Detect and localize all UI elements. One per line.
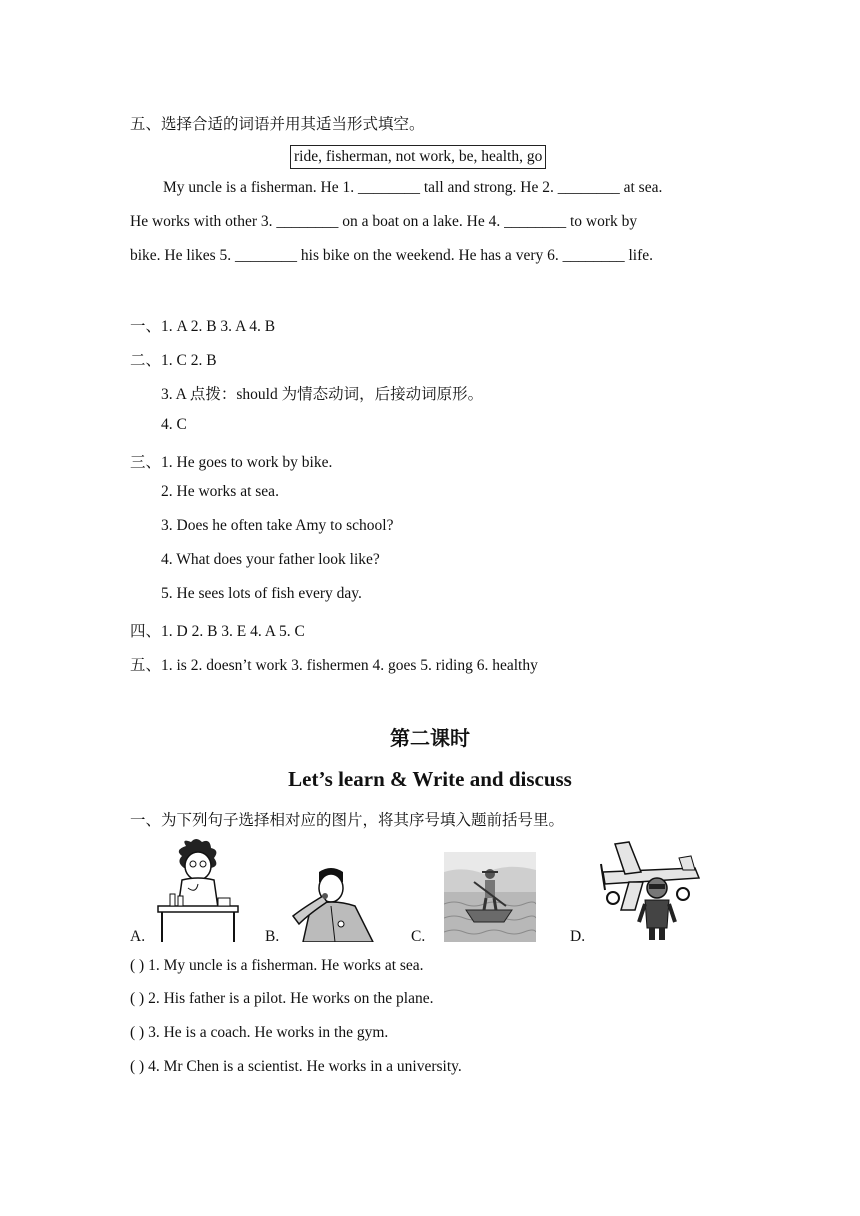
coach-whistle-picture-icon: [289, 866, 377, 942]
fisherman-boat-picture-icon: [444, 852, 536, 942]
word-box: ride, fisherman, not work, be, health, go: [290, 145, 546, 169]
exercise-item-4: ( ) 4. Mr Chen is a scientist. He works in a university.: [130, 1058, 462, 1075]
answer-section-4: 四、1. D 2. B 3. E 4. A 5. C: [130, 623, 305, 640]
section-5-instruction: 五、选择合适的词语并用其适当形式填空。: [130, 116, 425, 133]
answer-section-2-item-4: 4. C: [161, 416, 187, 433]
answer-section-2: 二、1. C 2. B: [130, 352, 217, 369]
pilot-plane-picture-icon: [595, 838, 705, 944]
picture-label-d: D.: [570, 928, 586, 945]
lesson-title: 第二课时: [390, 728, 470, 750]
passage-line-2: He works with other 3. ________ on a boat on a lake. He 4. ________ to work by: [130, 213, 638, 230]
passage-line-1: My uncle is a fisherman. He 1. ________ tall and strong. He 2. ________ at sea.: [163, 179, 663, 196]
exercise-item-2: ( ) 2. His father is a pilot. He works on the plane.: [130, 990, 434, 1007]
answer-section-3-item-2: 2. He works at sea.: [161, 483, 279, 500]
answer-section-3-item-1: 三、1. He goes to work by bike.: [130, 454, 333, 471]
exercise-item-1: ( ) 1. My uncle is a fisherman. He works at sea.: [130, 957, 424, 974]
scientist-picture-icon: [156, 836, 240, 944]
lesson-subtitle: Let’s learn & Write and discuss: [288, 767, 572, 791]
answer-section-3-item-3: 3. Does he often take Amy to school?: [161, 517, 394, 534]
answer-section-3-item-5: 5. He sees lots of fish every day.: [161, 585, 362, 602]
picture-label-c: C.: [411, 928, 426, 945]
exercise-1-instruction: 一、为下列句子选择相对应的图片，将其序号填入题前括号里。: [130, 812, 565, 829]
answer-section-2-item-3: 3. A 点拨：should 为情态动词，后接动词原形。: [161, 386, 484, 403]
answer-section-3-item-4: 4. What does your father look like?: [161, 551, 380, 568]
picture-label-a: A.: [130, 928, 146, 945]
picture-label-b: B.: [265, 928, 280, 945]
answer-section-1: 一、1. A 2. B 3. A 4. B: [130, 318, 276, 335]
answer-section-5: 五、1. is 2. doesn’t work 3. fishermen 4. goes 5. riding 6. healthy: [130, 657, 538, 674]
passage-line-3: bike. He likes 5. ________ his bike on the weekend. He has a very 6. ________ life.: [130, 247, 654, 264]
exercise-item-3: ( ) 3. He is a coach. He works in the gym.: [130, 1024, 389, 1041]
